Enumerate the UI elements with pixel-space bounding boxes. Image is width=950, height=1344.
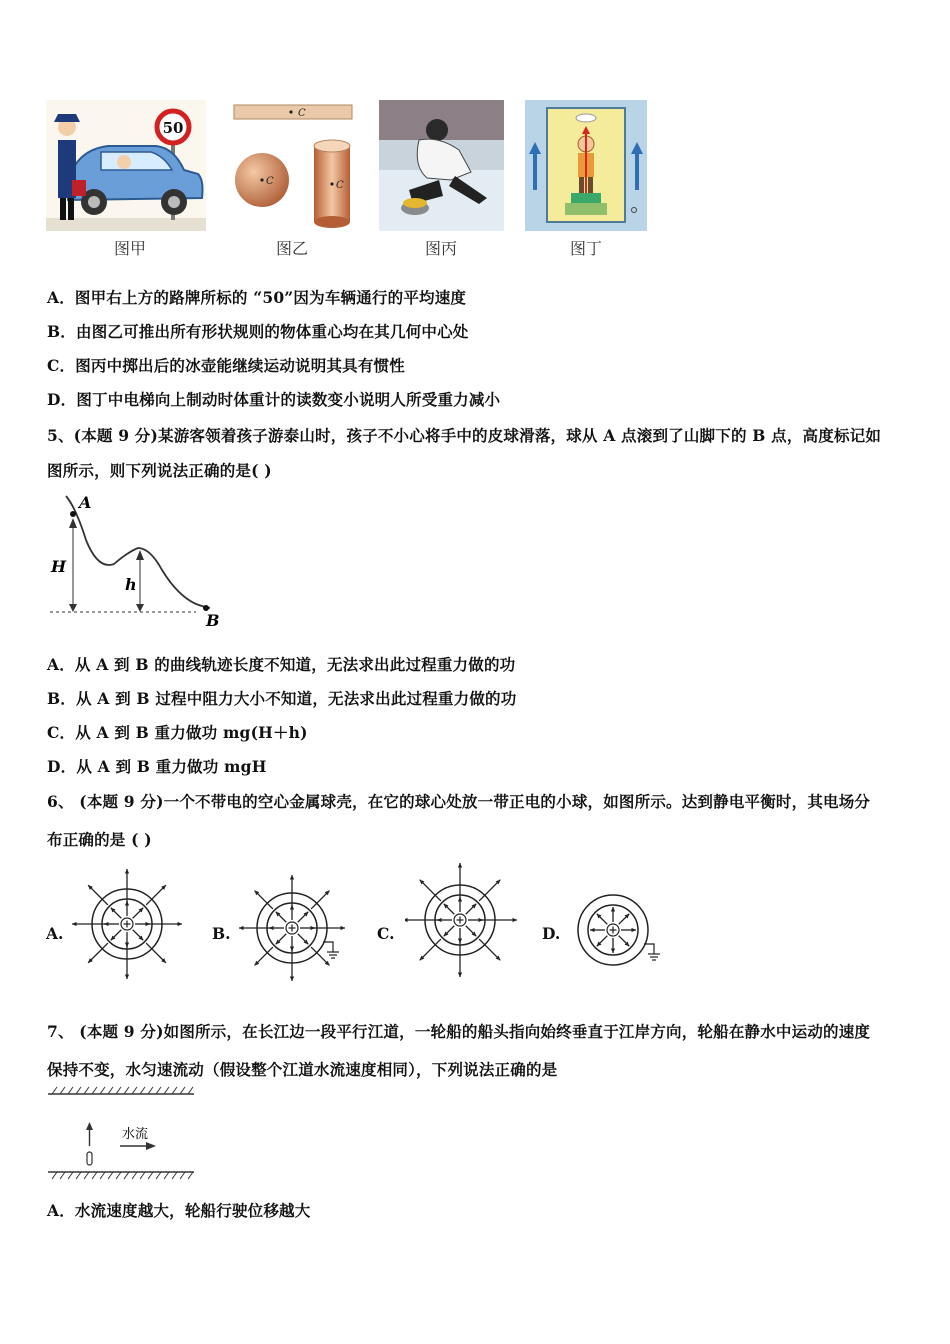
field-line-inner: [611, 907, 615, 922]
q5-stem-line2: 图所示，则下列说法正确的是( ): [47, 461, 272, 480]
q4-option-a: A．图甲右上方的路牌所标的 “50”因为车辆通行的平均速度: [47, 288, 467, 307]
field-line-inner: [298, 934, 309, 945]
field-line-inner: [437, 918, 452, 922]
field-diagram-c: [405, 862, 523, 980]
field-line-outer: [239, 926, 271, 930]
ground-symbol: [323, 942, 339, 958]
q6-stem-line1: 6、 (本题 9 分)一个不带电的空心金属球壳，在它的球心处放一带正电的小球，如图所示。达到静电平衡时，其电场分: [47, 792, 871, 811]
q4-option-c: C．图丙中掷出后的冰壶能继续运动说明其具有惯性: [47, 356, 405, 375]
field-line-outer: [313, 926, 345, 930]
field-line-inner: [290, 936, 294, 951]
q6-label-d: D.: [542, 924, 561, 943]
river-diagram: [46, 1086, 206, 1182]
field-line-outer: [146, 885, 166, 905]
field-line-inner: [621, 928, 636, 932]
field-line-outer: [479, 939, 500, 960]
field-line-inner: [466, 904, 477, 915]
field-line-outer: [72, 922, 106, 926]
field-line-inner: [269, 926, 284, 930]
field-line-inner: [597, 914, 608, 925]
figure-bing: [379, 100, 504, 231]
svg-text:C: C: [336, 180, 344, 191]
figure-yi: [228, 100, 357, 231]
bar-shape: [234, 105, 352, 119]
label-h-lower: h: [125, 575, 137, 594]
hill-diagram: [46, 490, 226, 632]
field-line-inner: [466, 926, 477, 937]
field-line-outer: [125, 945, 129, 979]
q5-option-d: D．从 A 到 B 重力做功 mgH: [47, 757, 267, 776]
field-line-inner: [458, 928, 462, 943]
q5-option-b: B．从 A 到 B 过程中阻力大小不知道，无法求出此过程重力做的功: [47, 689, 517, 708]
q6-stem-line2: 布正确的是 ( ): [47, 830, 152, 849]
field-diagram-b: [235, 866, 353, 984]
field-line-inner: [300, 926, 315, 930]
q7-stem-line1: 7、 (本题 9 分)如图所示，在长江边一段平行江道，一轮船的船头指向始终垂直于江岸方向，轮船在静水中运动的速度: [47, 1022, 871, 1041]
field-line-outer: [148, 922, 182, 926]
field-line-inner: [298, 912, 309, 923]
field-line-outer: [458, 941, 462, 977]
field-line-inner: [125, 932, 129, 947]
field-line-inner: [597, 936, 608, 947]
field-line-inner: [619, 936, 630, 947]
figure-ding: [525, 100, 647, 231]
field-line-inner: [104, 922, 119, 926]
field-line-outer: [88, 943, 108, 963]
caption-bing: 图丙: [424, 239, 457, 258]
field-line-inner: [133, 908, 144, 919]
q7-option-a: A．水流速度越大，轮船行驶位移越大: [47, 1201, 311, 1220]
field-line-inner: [444, 926, 455, 937]
svg-text:C: C: [266, 176, 274, 187]
field-line-outer: [290, 875, 294, 907]
field-line-outer: [146, 943, 166, 963]
field-line-inner: [290, 905, 294, 920]
q6-label-a: A.: [46, 924, 64, 943]
flow-label: 水流: [122, 1127, 149, 1142]
field-line-outer: [88, 885, 108, 905]
speed-sign-value: 50: [162, 119, 184, 137]
ground-symbol: [644, 944, 660, 960]
q5-stem-line1: 5、(本题 9 分)某游客领着孩子游泰山时，孩子不小心将手中的皮球滑落，球从 A 点滚到了山脚下的 B 点，高度标记如: [47, 426, 882, 445]
field-line-inner: [590, 928, 605, 932]
field-line-inner: [276, 934, 287, 945]
field-line-inner: [619, 914, 630, 925]
field-line-outer: [458, 863, 462, 899]
ball-path: [66, 496, 210, 608]
caption-yi: 图乙: [275, 239, 308, 258]
field-line-outer: [125, 869, 129, 903]
field-line-inner: [611, 938, 615, 953]
field-line-outer: [479, 880, 500, 901]
field-line-outer: [420, 939, 441, 960]
field-line-outer: [481, 918, 517, 922]
field-line-outer: [420, 880, 441, 901]
point-a: [70, 511, 76, 517]
q6-label-b: B.: [212, 924, 231, 943]
svg-text:A: A: [79, 493, 92, 512]
heading-arrow: [86, 1122, 93, 1130]
q5-option-c: C．从 A 到 B 重力做功 mg(H＋h): [47, 723, 308, 742]
svg-text:C: C: [298, 108, 306, 119]
field-diagram-d: [570, 886, 670, 970]
field-diagram-a: [70, 866, 188, 984]
field-line-inner: [276, 912, 287, 923]
field-line-inner: [125, 901, 129, 916]
field-line-inner: [468, 918, 483, 922]
q4-option-b: B．由图乙可推出所有形状规则的物体重心均在其几何中心处: [47, 322, 469, 341]
svg-text:B: B: [206, 611, 220, 630]
field-line-outer: [405, 918, 439, 922]
caption-ding: 图丁: [569, 239, 602, 258]
field-line-inner: [111, 908, 122, 919]
field-line-inner: [135, 922, 150, 926]
field-line-inner: [458, 897, 462, 912]
field-line-outer: [290, 949, 294, 981]
field-line-inner: [133, 930, 144, 941]
field-line-inner: [111, 930, 122, 941]
caption-jia: 图甲: [113, 239, 146, 258]
field-line-inner: [444, 904, 455, 915]
q6-label-c: C.: [377, 924, 395, 943]
label-h-upper: H: [51, 557, 67, 576]
boat: [87, 1152, 92, 1165]
figure-jia: [46, 100, 206, 231]
q4-option-d: D．图丁中电梯向上制动时体重计的读数变小说明人所受重力减小: [47, 390, 501, 409]
q5-option-a: A．从 A 到 B 的曲线轨迹长度不知道，无法求出此过程重力做的功: [47, 655, 516, 674]
q7-stem-line2: 保持不变，水匀速流动（假设整个江道水流速度相同），下列说法正确的是: [47, 1060, 558, 1079]
